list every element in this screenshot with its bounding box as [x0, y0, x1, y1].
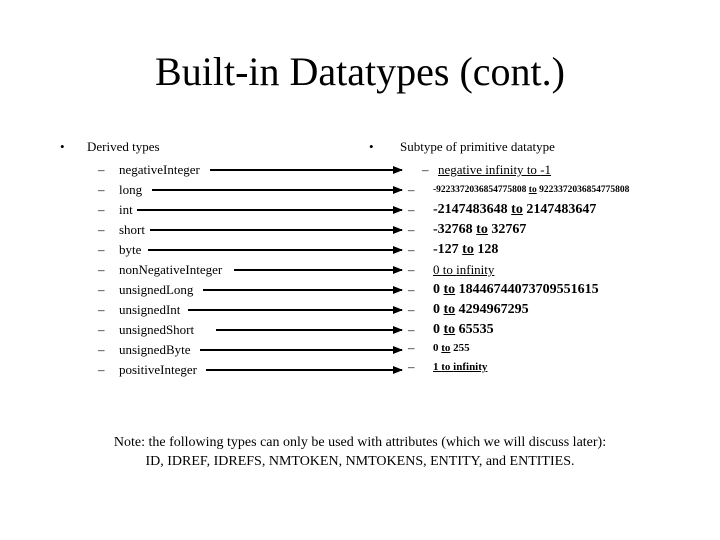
derived-type-item: unsignedInt — [119, 302, 181, 317]
range-to: 255 — [453, 342, 470, 354]
slide-title: Built-in Datatypes (cont.) — [155, 49, 565, 94]
bullet-subtype: • — [369, 139, 374, 154]
left-dash: – — [98, 342, 105, 357]
range-from: 0 — [433, 322, 440, 337]
range-from: 1 — [433, 361, 439, 373]
subtype-heading: Subtype of primitive datatype — [400, 139, 555, 154]
range-to: 18446744073709551615 — [458, 282, 599, 297]
range-to-word: to — [511, 202, 523, 217]
derived-type-item: unsignedLong — [119, 282, 194, 297]
note-text — [0, 433, 720, 471]
range-to-word: to — [443, 302, 456, 317]
left-dash: – — [98, 362, 105, 377]
derived-type-item: nonNegativeInteger — [119, 262, 223, 277]
left-dash: – — [98, 182, 105, 197]
range-to-word: to — [528, 185, 537, 195]
range-from: negative infinity — [438, 162, 524, 177]
right-dash: – — [422, 162, 429, 177]
range-to-word: to — [441, 342, 451, 354]
derived-type-item: positiveInteger — [119, 362, 197, 377]
range-to: infinity — [456, 262, 495, 277]
range-to: 32767 — [491, 222, 527, 237]
left-dash: – — [98, 202, 105, 217]
left-dash: – — [98, 242, 105, 257]
range-to-word: to — [462, 242, 474, 257]
range-from: 0 — [433, 262, 440, 277]
right-dash: – — [408, 182, 415, 197]
range-to: 9223372036854775808 — [539, 185, 630, 195]
range-to: 128 — [477, 242, 499, 257]
range-to: 65535 — [458, 322, 494, 337]
right-dash: – — [408, 282, 415, 297]
left-dash: – — [98, 302, 105, 317]
range-from: 0 — [433, 342, 439, 354]
range-to: 4294967295 — [458, 302, 529, 317]
derived-type-item: int — [119, 202, 133, 217]
left-dash: – — [98, 222, 105, 237]
range-from: -2147483648 — [433, 202, 508, 217]
range-from: 0 — [433, 302, 440, 317]
right-dash: – — [408, 242, 415, 257]
right-dash: – — [408, 359, 415, 374]
left-dash: – — [98, 262, 105, 277]
derived-types-heading: Derived types — [87, 139, 160, 154]
range-to-word: to — [443, 322, 456, 337]
range-from: -32768 — [433, 222, 473, 237]
note-line-2: ID, IDREF, IDREFS, NMTOKEN, NMTOKENS, ENTITY, and ENTITIES. — [145, 454, 575, 469]
range-from: -127 — [433, 242, 459, 257]
range-from: 0 — [433, 282, 440, 297]
right-dash: – — [408, 202, 415, 217]
right-dash: – — [408, 322, 415, 337]
note-line-1: Note: the following types can only be used with attributes (which we will discuss later): — [113, 435, 607, 450]
left-dash: – — [98, 162, 105, 177]
range-to-word: to — [441, 361, 451, 373]
range-to-word: to — [443, 282, 456, 297]
range-to-word: to — [526, 162, 537, 177]
range-to-word: to — [476, 222, 488, 237]
derived-type-item: unsignedShort — [119, 322, 195, 337]
range-to-word: to — [442, 262, 453, 277]
bullet-derived-types: • — [60, 139, 65, 154]
range-to: -1 — [540, 162, 552, 177]
right-dash: – — [408, 302, 415, 317]
range-to: infinity — [453, 361, 488, 373]
derived-type-item: byte — [119, 242, 142, 257]
left-dash: – — [98, 282, 105, 297]
right-dash: – — [408, 262, 415, 277]
derived-type-item: unsignedByte — [119, 342, 191, 357]
derived-type-item: short — [119, 222, 145, 237]
range-to: 2147483647 — [526, 202, 597, 217]
derived-type-item: long — [119, 182, 143, 197]
derived-type-item: negativeInteger — [119, 162, 200, 177]
right-dash: – — [408, 340, 415, 355]
left-dash: – — [98, 322, 105, 337]
range-from: -9223372036854775808 — [433, 185, 527, 195]
right-dash: – — [408, 222, 415, 237]
